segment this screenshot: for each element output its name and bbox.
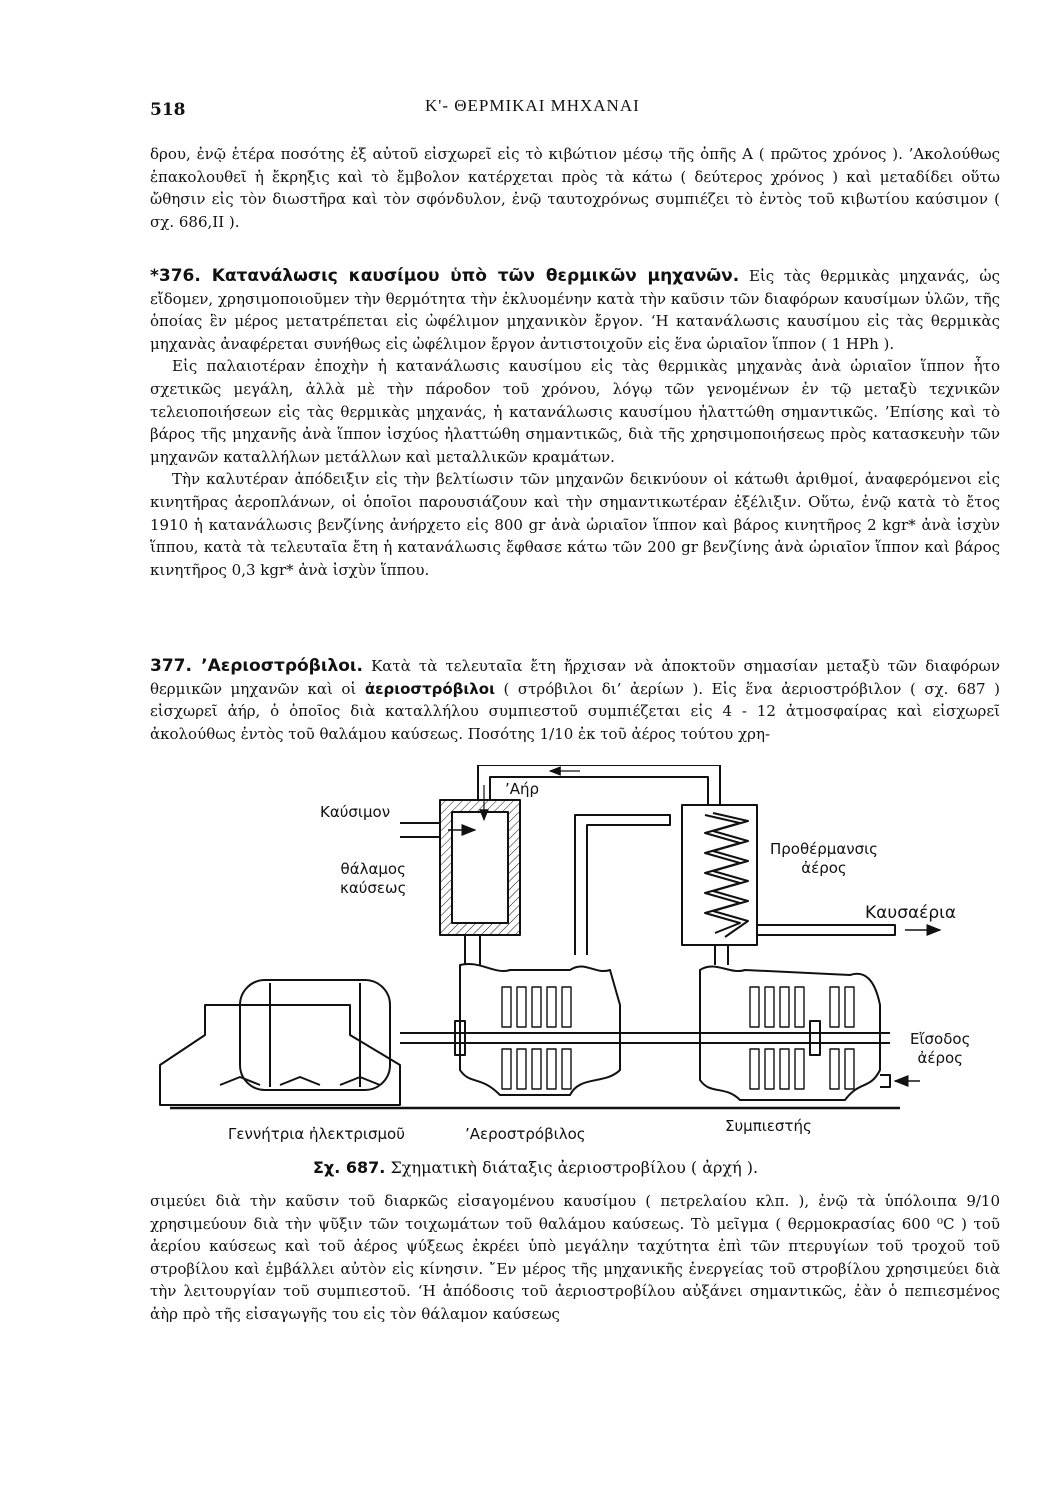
hot-gas-pipe — [575, 815, 670, 955]
figure-caption-text: Σχηματικὴ διάταξις ἀεριοστροβίλου ( ἀρχή ). — [390, 1158, 759, 1177]
section-377-title: 377. ’Αεριοστρόβιλοι. — [150, 656, 363, 676]
label-air: ’Αήρ — [505, 780, 540, 798]
label-air-inlet-line-1: Εἴσοδος — [910, 1030, 971, 1048]
section-377-paragraph-1 — [150, 655, 1000, 745]
turbine-casing — [460, 964, 620, 1095]
section-376-paragraph-1 — [150, 265, 1000, 355]
section-376-paragraph-3: Τὴν καλυτέραν ἀπόδειξιν εἰς τὴν βελτίωσιν τῶν μηχανῶν δεικνύουν οἱ κάτωθι ἀριθμοί, ἀναφερόμενοι εἰς κινητῆρας ἀεροπλάνων, οἱ ὁποῖοι παρουσιάζουν καὶ τὴν σημαντικωτέραν ἐξέλιξιν. Οὕτω, ἐνῷ κατὰ τὸ ἔτος 1910 ἡ κατανάλωσις βενζίνης ἀνήρχετο εἰς 800 gr ἀνὰ ὡριαῖον ἵππον καὶ βάρος κινητῆρος 2 kgr* ἀνὰ ἰσχὺν ἵππου, κατὰ τὰ τελευταῖα ἔτη ἡ κατανάλωσις ἔφθασε κάτω τῶν 200 gr βενζίνης ἀνὰ ὡριαῖον ἵππον καὶ βάρος κινητῆρος 0,3 kgr* ἀνὰ ἰσχὺν ἵππου. — [150, 470, 1000, 579]
section-376-paragraph-2: Εἰς παλαιοτέραν ἐποχὴν ἡ κατανάλωσις καυσίμου εἰς τὰς θερμικὰς μηχανὰς ἀνὰ ὡριαῖον ἵππον ἦτο σχετικῶς μεγάλη, ἀλλὰ μὲ τὴν πάροδον τοῦ χρόνου, λόγῳ τῶν γενομένων ἐν τῷ μεταξὺ τεχνικῶν τελειοποιήσεων εἰς τὰς θερμικὰς μηχανάς, ἡ κατανάλωσις καυσίμου ἠλαττώθη σημαντικῶς. ’Επίσης καὶ τὸ βάρος τῆς μηχανῆς ἀνὰ ἵππον ἰσχύος ἠλαττώθη σημαντικῶς, διὰ τῆς χρησιμοποιήσεως πρὸς κατασκευὴν τῶν μηχανῶν καταλλήλων μετάλλων καὶ μεταλλικῶν κραμάτων. — [150, 357, 1000, 466]
compressor-outlet-pipe — [715, 945, 728, 965]
label-fuel: Καύσιμον — [320, 803, 391, 821]
exhaust-pipe — [757, 925, 940, 935]
section-377-text-a: Κατὰ τὰ τελευταῖα ἔτη ἤρχισαν νὰ ἀποκτοῦν σημασίαν μεταξὺ τῶν διαφόρων θερμικῶν μηχανῶν καὶ οἱ — [150, 657, 1000, 698]
label-chamber — [340, 860, 406, 898]
closing-paragraph — [150, 1190, 1000, 1326]
intro-paragraph — [150, 143, 1000, 233]
figure-caption-number: Σχ. 687. — [313, 1158, 386, 1177]
gas-turbine-drawing — [150, 765, 1010, 1145]
intro-text: δρου, ἐνῷ ἑτέρα ποσότης ἐξ αὐτοῦ εἰσχωρεῖ εἰς τὸ κιβώτιον μέσῳ τῆς ὀπῆς Α ( πρῶτος χρόνος ). ’Ακολούθως ἐπακολουθεῖ ἡ ἔκρηξις καὶ τὸ ἔμβολον κατέρχεται πρὸς τὰ κάτω ( δεύτερος χρόνος ) καὶ μεταδίδει οὕτω ὤθησιν εἰς τὸν διωστῆρα καὶ τὸν σφόνδυλον, ἐνῷ ταυτοχρόνως συμπιέζει τὸ ἐντὸς τοῦ κιβωτίου καύσιμον ( σχ. 686,ΙΙ ). — [150, 145, 1000, 231]
page-number: 518 — [150, 100, 186, 120]
section-377 — [150, 655, 1000, 745]
air-inlet-pipe — [880, 1075, 920, 1087]
section-376-p1-text: Εἰς τὰς θερμικὰς μηχανάς, ὡς εἴδομεν, χρησιμοποιοῦμεν τὴν θερμότητα τὴν ἐκλυομένην κατὰ τὴν καῦσιν τῶν διαφόρων καυσίμων ὑλῶν, τῆς ὁποίας ἓν μέρος μετατρέπεται εἰς ὠφέλιμον μηχανικὸν ἔργον. ‘Η κατανάλωσις καυσίμου εἰς τὰς θερμικὰς μηχανὰς ἀναφέρεται συνήθως εἰς ὠφέλιμον ἔργον ἀντιστοιχοῦν εἰς ἕνα ὡριαῖον ἵππον ( 1 HPh ). — [150, 267, 1000, 353]
figure-caption — [313, 1158, 758, 1177]
section-376 — [150, 265, 1000, 581]
combustion-chamber — [440, 800, 520, 935]
section-376-title: *376. Κατανάλωσις καυσίμου ὑπὸ τῶν θερμικῶν μηχανῶν. — [150, 266, 740, 286]
section-377-bold-term: ἀεριοστρόβιλοι — [364, 679, 495, 698]
label-turbine: ’Αεροστρόβιλος — [465, 1125, 586, 1143]
label-air-inlet — [910, 1030, 970, 1068]
electric-generator — [160, 980, 400, 1105]
label-chamber-line-2: καύσεως — [340, 879, 407, 897]
running-header: Κ'- ΘΕΡΜΙΚΑΙ ΜΗΧΑΝΑΙ — [425, 96, 640, 115]
air-preheater — [682, 805, 757, 945]
label-preheat — [770, 840, 878, 878]
gas-turbine-diagram — [150, 765, 1010, 1145]
label-generator: Γεννήτρια ἠλεκτρισμοῦ — [228, 1125, 405, 1143]
label-preheat-line-1: Προθέρμανσις — [770, 840, 878, 858]
label-exhaust: Καυσαέρια — [865, 903, 957, 923]
chamber-outlet-pipe — [465, 935, 480, 965]
shaft — [400, 1021, 890, 1055]
label-compressor: Συμπιεστής — [725, 1117, 812, 1135]
closing-text: σιμεύει διὰ τὴν καῦσιν τοῦ διαρκῶς εἰσαγομένου καυσίμου ( πετρελαίου κλπ. ), ἐνῷ τὰ ὑπόλοιπα 9/10 χρησιμεύουν διὰ τὴν ψῦξιν τῶν τοιχωμάτων τοῦ θαλάμου καύσεως. Τὸ μεῖγμα ( θερμοκρασίας 600 ⁰C ) τοῦ ἀερίου καύσεως καὶ τοῦ ἀέρος ψύξεως ἐκρέει ὑπὸ μεγάλην ταχύτητα ἐπὶ τῶν πτερυγίων τοῦ τροχοῦ τοῦ στροβίλου καὶ ἐμβάλλει αὐτὸν εἰς κίνησιν. ῎Εν μέρος τῆς μηχανικῆς ἐνεργείας τοῦ στροβίλου χρησιμεύει διὰ τὴν λειτουργίαν τοῦ συμπιεστοῦ. ‘Η ἀπόδοσις τοῦ ἀεριοστροβίλου αὐξάνει σημαντικῶς, ἐὰν ὁ πεπιεσμένος ἀὴρ πρὸ τῆς εἰσαγωγῆς του εἰς τὸν θάλαμον καύσεως — [150, 1192, 1000, 1323]
section-377-text-b: ( στρόβιλοι δι’ ἀερίων ). Εἰς ἕνα ἀεριοστρόβιλον ( σχ. 687 ) εἰσχωρεῖ ἀήρ, ὁ ὁποῖος διὰ καταλλήλου συμπιεστοῦ συμπιέζεται εἰς 4 - 12 ἀτμοσφαίρας καὶ εἰσχωρεῖ ἀκολούθως ἐντὸς τοῦ θαλάμου καύσεως. Ποσότης 1/10 ἐκ τοῦ ἀέρος τούτου χρη- — [150, 679, 1000, 743]
label-chamber-line-1: θάλαμος — [340, 860, 406, 878]
label-air-inlet-line-2: ἀέρος — [917, 1049, 963, 1067]
label-preheat-line-2: ἀέρος — [801, 859, 847, 877]
